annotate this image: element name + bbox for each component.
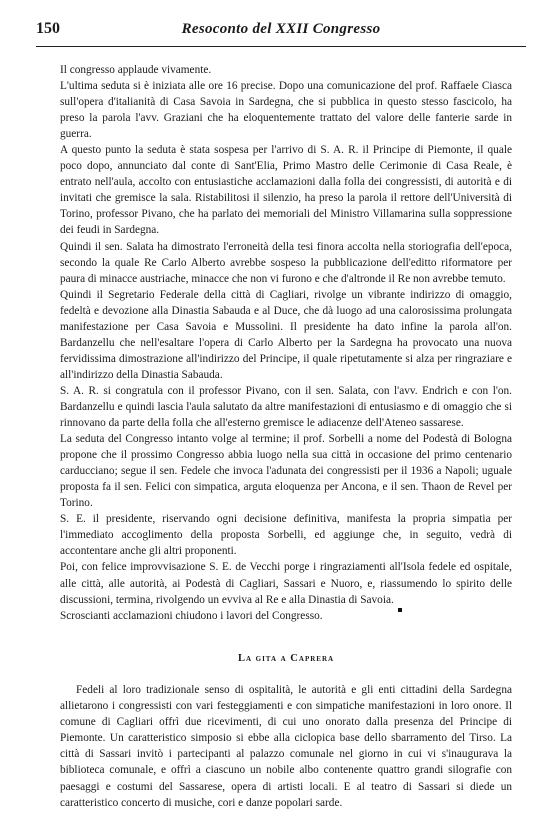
page-header [36,14,526,44]
paragraph: Quindi il Segretario Federale della città di Cagliari, rivolge un vibrante indirizzo di omaggio, fedeltà e devozione alla Dinastia Sabauda e al Duce, che dà luogo ad una calorosissima prolungata manifestazione per Casa Savoia e Mussolini. Il presidente ha dato infine la parola all'on. Bardanzellu che nell'esaltare l'opera di Carlo Alberto per la Sardegna ha provocato una nuova fervidissima dimostrazione all'indirizzo del Principe, il quale ripetutamente si alza per ringraziare e all'indirizzo della Dinastia Sabauda. [60,288,512,381]
page-number: 150 [36,20,60,37]
running-title: Resoconto del XXII Congresso [181,21,381,37]
paragraph: Scroscianti acclamazioni chiudono i lavori del Congresso. [60,609,323,622]
section-title: La gita a Caprera [237,653,335,664]
scan-speck [398,608,402,612]
paragraph: L'ultima seduta si è iniziata alle ore 16 precise. Dopo una comunicazione del prof. Raffaele Ciasca sull'opera d'italianità di Casa Savoia in Sardegna, che si pubblica in questo stesso fascicolo, ha preso la parola l'avv. Graziani che ha eloquentemente trattato del valore delle fanterie sarde in guerra. [60,80,512,141]
paragraph: Fedeli al loro tradizionale senso di ospitalità, le autorità e gli enti cittadini della Sardegna allietarono i congressisti con vari festeggiamenti e con simpatiche manifestazioni in loro onore. Il comune di Cagliari offrì due ricevimenti, di cui uno onorato dalla presenza del Principe di Piemonte. Un caratteristico simposio si ebbe alla ciclopica base dello sbarramento del Tirso. La città di Sassari invitò i partecipanti al palazzo comunale nel giorno in cui vi s'inaugurava la biblioteca comunale, e offrì a ciascuno un nobile albo contenente quattro grandi silografie con paesaggi e costumi del Sassarese, opera di artisti locali. E al teatro di Sassari si diede un caratteristico concerto di musiche, cori e danze popolari sarde. [60,684,512,809]
paragraph: Poi, con felice improvvisazione S. E. de Vecchi porge i ringraziamenti all'Isola fedele ed ospitale, alle città, alle autorità, ai Podestà di Cagliari, Sassari e Nuoro, e, riassumendo lo spirito delle discussioni, termina, rivolgendo un evviva al Re e alla Dinastia di Savoia. [60,561,512,606]
section-body-text [60,682,512,811]
paragraph: S. E. il presidente, riservando ogni decisione definitiva, manifesta la propria simpatia per l'immediato accoglimento della proposta Sorbelli, ed aggiunge che, in seguito, vedrà di accontentare anche gli altri proponenti. [60,513,512,558]
paragraph: Quindi il sen. Salata ha dimostrato l'erroneità della tesi finora accolta nella storiografia dell'epoca, secondo la quale Re Carlo Alberto avrebbe sospeso la pubblicazione dell'editto riformatore per paura di minacce austriache, minacce che non vi furono e che d'altronde il Re non avrebbe temuto. [60,240,512,285]
paragraph: La seduta del Congresso intanto volge al termine; il prof. Sorbelli a nome del Podestà di Bologna propone che il prossimo Congresso abbia luogo nella sua città in occasione del primo centenario carducciano; segue il sen. Fedele che invoca l'adunata dei congressisti per il 1936 a Napoli; uguale proposta fa il sen. Felici con simpatica, arguta eloquenza per Ancona, e il sen. Thaon de Revel per Torino. [60,433,512,510]
paragraph: A questo punto la seduta è stata sospesa per l'arrivo di S. A. R. il Principe di Piemonte, il quale poco dopo, annunciato dal conte di Sant'Elia, Primo Mastro delle Cerimonie di Casa Reale, è entrato nell'aula, accolto con entusiastiche acclamazioni dalla folla dei congressisti, di autorità e di invitati che gremisce la sala. Ristabilitosi il silenzio, ha preso la parola il rettore dell'Università di Torino, professor Pivano, che ha parlato dei memoriali del Ministro Villamarina sulla soppressione dei feudi in Sardegna. [60,144,512,237]
header-rule [36,46,526,47]
body-text [60,62,512,624]
paragraph: Il congresso applaude vivamente. [60,64,212,76]
paragraph: S. A. R. si congratula con il professor Pivano, con il sen. Salata, con l'avv. Endrich e con l'on. Bardanzellu e quindi lascia l'aula salutato da altre manifestazioni di entusiasmo e di omaggio che si rinnovano da parte della folla che all'esterno gremisce le adiacenze dell'Ateneo sassarese. [60,384,512,430]
